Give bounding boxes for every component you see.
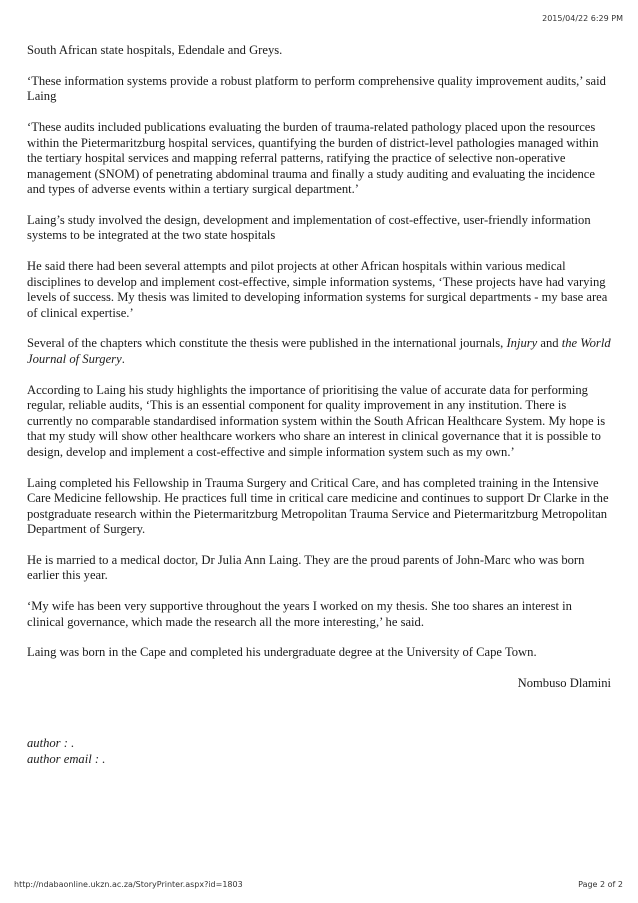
page-number: Page 2 of 2: [578, 880, 623, 889]
author-email-line: author email : .: [27, 751, 106, 766]
article-paragraph: He said there had been several attempts and pilot projects at other African hospitals within various medical disciplines to develop and implement cost-effective, simple information systems, ‘These projects have had varying levels of success. My thesis was limited to developing information systems for surgical departments - my base area of clinical expertise.’: [27, 259, 608, 320]
journal-title-world-journal: the World Journal of Surgery: [27, 336, 611, 366]
author-meta: [27, 736, 105, 767]
article-byline: Nombuso Dlamini: [517, 676, 611, 691]
article-paragraph: According to Laing his study highlights the importance of prioritising the value of accurate data for performing regular, reliable audits, ‘This is an essential component for quality improvement in any institution. There is currently no comparable standardised information system within the South African Healthcare System. My hope is that my study will show other healthcare workers who share an interest in clinical governance that it is possible to design, develop and implement a cost-effective and simple information system such as my own.’: [27, 382, 606, 459]
article-body: [27, 43, 611, 707]
journals-paragraph: [27, 336, 611, 367]
print-date: 2015/04/22 6:29 PM: [542, 14, 623, 23]
article-paragraph: Laing was born in the Cape and completed his undergraduate degree at the University of Cape Town.: [27, 645, 537, 660]
article-paragraph: ‘My wife has been very supportive throughout the years I worked on my thesis. She too shares an interest in clinical governance, which made the research all the more interesting,’ he said.: [27, 599, 572, 629]
journals-prefix: Several of the chapters which constitute the thesis were published in the international journals,: [27, 336, 507, 351]
article-paragraph: Laing completed his Fellowship in Trauma Surgery and Critical Care, and has completed training in the Intensive Care Medicine fellowship. He practices full time in critical care medicine and continues to support Dr Clarke in the postgraduate research within the Pietermaritzburg Metropolitan Trauma Service and Pietermaritzburg Metropolitan Department of Surgery.: [27, 475, 609, 537]
journals-connector: and: [537, 336, 562, 351]
author-line: author : .: [27, 736, 75, 750]
article-paragraph: South African state hospitals, Edendale and Greys.: [27, 43, 283, 57]
article-paragraph: ‘These information systems provide a robust platform to perform comprehensive quality improvement audits,’ said Laing: [27, 73, 606, 104]
print-url: http://ndabaonline.ukzn.ac.za/StoryPrinter.aspx?id=1803: [14, 880, 243, 889]
article-paragraph: Laing’s study involved the design, development and implementation of cost-effective, user-friendly information systems to be integrated at the two state hospitals: [27, 212, 591, 243]
journals-suffix: .: [121, 351, 125, 366]
article-paragraph: ‘These audits included publications evaluating the burden of trauma-related pathology placed upon the resources within the Pietermaritzburg hospital services, quantifying the burden of district-level pathologies managed within the tertiary hospital services and mapping referral patterns, ratifying the practice of selective non-operative management (SNOM) of penetrating abdominal trauma and finally a study auditing and evaluating the incidence and types of adverse events within a tertiary surgical department.’: [27, 120, 599, 197]
journal-title-injury: Injury: [506, 336, 538, 351]
article-paragraph: He is married to a medical doctor, Dr Julia Ann Laing. They are the proud parents of John-Marc who was born earlier this year.: [27, 552, 585, 583]
